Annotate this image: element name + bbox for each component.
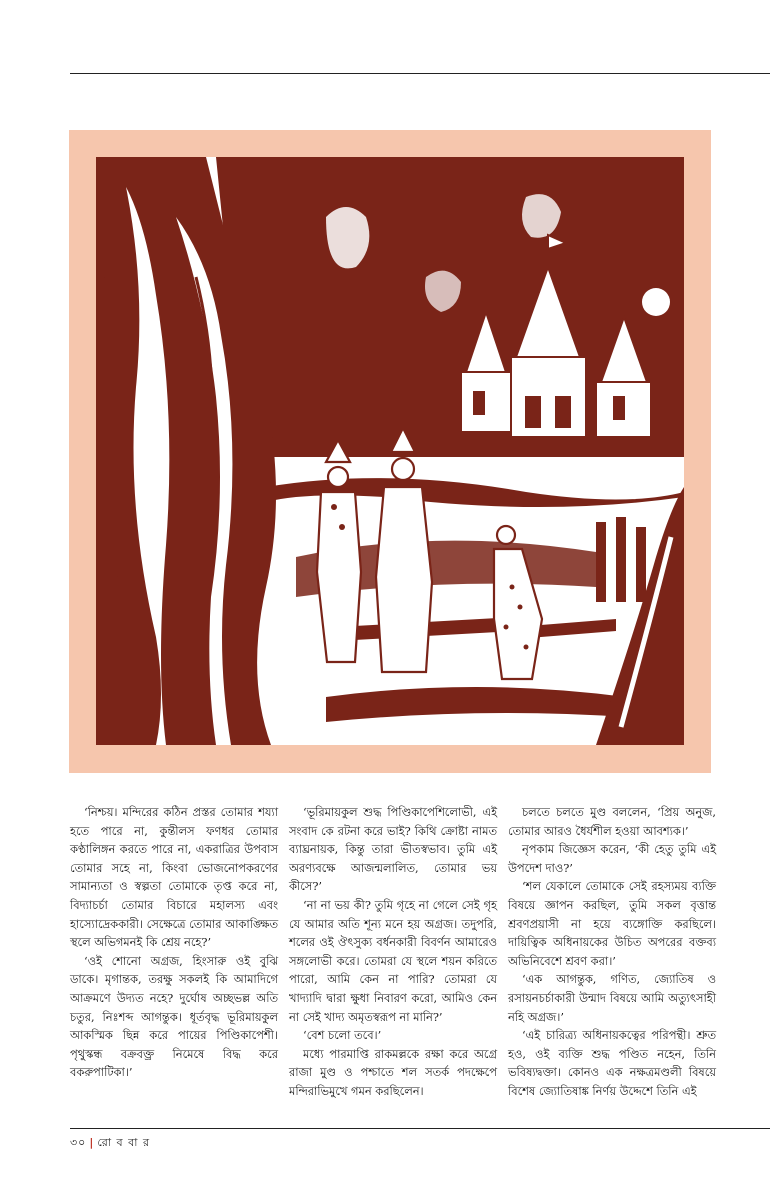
bottom-rule: [70, 1128, 770, 1129]
illustration-frame: [69, 130, 711, 773]
paragraph: ‘বেশ চলো তবে।’: [303, 1028, 382, 1043]
paragraph: ‘ভূরিমায়কুল শুদ্ধ পিণ্ডিকাপেশিলোভী, এই সংবাদ কে রটনা করে ভাই? কিথি ক্রোষ্টা নামত ব্যাঘ্রনায়ক, কিন্তু তারা ভীতস্বভাব। তুমি এই অরণ্যবক্ষে আজন্মলালিত, তোমার ভয় কীসে?’: [289, 805, 497, 894]
paragraph: ‘শল যেকালে তোমাকে সেই রহস্যময় ব্যক্তি বিষয়ে জ্ঞাপন করছিল, তুমি সকল বৃত্তান্ত শ্রবণপ্রয়াসী না হয়ে ব্যঙ্গোক্তি করছিলে। দায়িত্বিক অধিনায়কের উচিত অপরের বক্তব্য অভিনিবেশে শ্রবণ করা।’: [508, 879, 716, 968]
folio-separator: |: [89, 1136, 95, 1149]
top-rule: [70, 73, 770, 74]
magazine-name: রো ব বা র: [97, 1136, 151, 1149]
paragraph: মধ্যে পারমাপ্তি রাকমল্লকে রক্ষা করে অগ্রে রাজা মুণ্ড ও পশ্চাতে শল সতর্ক পদক্ষেপে মন্দিরাভিমুখে গমন করছিলেন।: [289, 1046, 497, 1098]
article-column-1: [70, 803, 278, 1113]
woodcut-forest-temple-illustration: [96, 157, 684, 745]
article-column-2: [289, 803, 497, 1113]
paragraph: ‘না না ভয় কী? তুমি গৃহে না গেলে সেই গৃহ যে আমার অতি শূন্য মনে হয় অগ্রজ। তদুপরি, শলের ওই ঔৎসুক্য বর্ধনকারী বিবর্ণন আমারেও সঙ্গলোভী করে। তোমরা যে স্থলে শয়ন করিতে পারো, আমি কেন না পারি? তোমরা যে খাদ্যাদি দ্বারা ক্ষুধা নিবারণ করো, আমিও কেন না সেই খাদ্য অমৃতস্বরূপ না মানি?’: [289, 897, 497, 1024]
paragraph: ‘এই চারিত্র্য অধিনায়কত্বের পরিপন্থী। শ্রুত হও, ওই ব্যক্তি শুদ্ধ পণ্ডিত নহেন, তিনি ভবিষ্যদ্বক্তা। কোনও এক নক্ষত্রমণ্ডলী বিষয়ে বিশেষ জ্যোতিষাঙ্ক নির্ণয় উদ্দেশে তিনি এই: [508, 1028, 716, 1098]
paragraph: ‘ওই শোনো অগ্রজ, হিংসারু ওই বুঝি ডাকে। মৃগান্তক, তরক্ষু সকলই কি আমাদিগে আক্রমণে উদ্যত নহে? দুর্ঘোষ অচ্ছভল্ল অতি চতুর, নিঃশব্দ আগন্তুক। ধূর্তবৃদ্ধ ভূরিমায়কুল আকস্মিক ছিন্ন করে পায়ের পিণ্ডিকাপেশী। পৃথুস্কন্ধ বক্রবক্ত্র নিমেষে বিদ্ধ করে বকরুপাটিকা।’: [70, 953, 278, 1080]
article-column-3: [508, 803, 716, 1113]
paragraph: ‘নিশ্চয়। মন্দিরের কঠিন প্রস্তর তোমার শয্যা হতে পারে না, কুন্তীলস ফণধর তোমার কণ্ঠালিঙ্গন করতে পারে না, একরাত্রির উপবাস তোমার সহে না, কিংবা ভোজনোপকরণের সামান্যতা ও স্বল্পতা তোমাকে তৃপ্ত করে না, বিদ্যাচর্চা তোমার বিচারে মহালস্য এবং হাস্যোদ্রেককারী। সেক্ষেত্রে তোমার আকাঙ্ক্ষিত স্থলে অভিগমনই কি শ্রেয় নহে?’: [70, 805, 278, 950]
page-folio: [70, 1134, 150, 1153]
paragraph: নৃপকাম জিজ্ঞেস করেন, ‘কী হেতু তুমি এই উপদেশ দাও?’: [508, 842, 716, 875]
article-columns: [70, 803, 716, 1113]
paragraph: ‘এক আগন্তুক, গণিত, জ্যোতিষ ও রসায়নচর্চাকারী উন্মাদ বিষয়ে আমি অত্যুৎসাহী নহি অগ্রজ।’: [508, 972, 716, 1024]
paragraph: চলতে চলতে মুণ্ড বললেন, ‘প্রিয় অনুজ, তোমার আরও ধৈর্যশীল হওয়া আবশ্যক।’: [508, 805, 716, 838]
page-number: ৩০: [70, 1136, 87, 1149]
